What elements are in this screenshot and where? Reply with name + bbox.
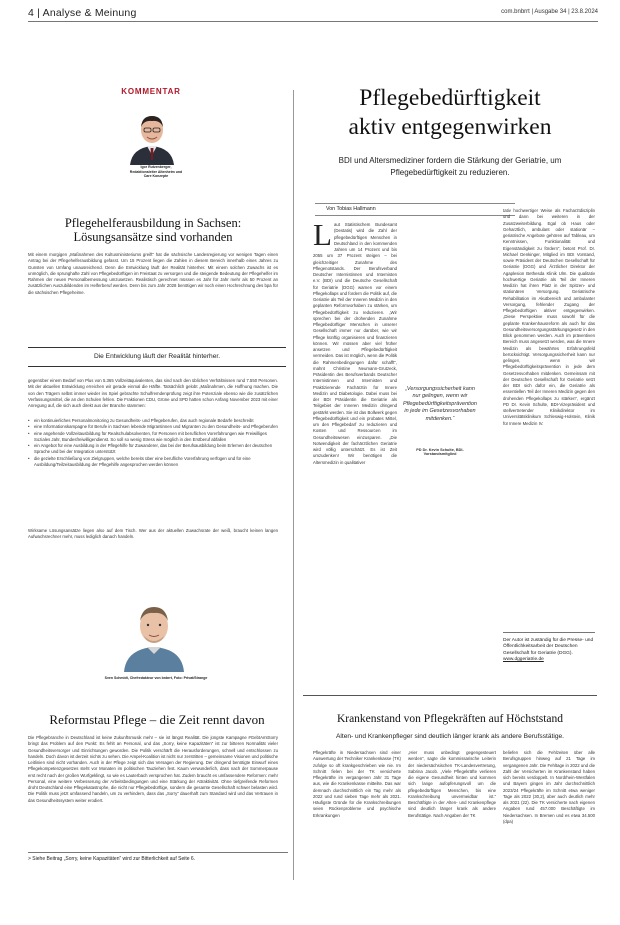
bottom-article-subtitle: Alten- und Krankenpfleger sind deutlich länger krank als andere Berufsstätige. bbox=[336, 733, 564, 740]
article-column-1 bbox=[313, 217, 397, 466]
publication-info: com.bnbrrt | Ausgabe 34 | 23.8.2024 bbox=[501, 9, 598, 15]
column-divider bbox=[293, 90, 294, 880]
pullquote-top-rule bbox=[28, 347, 286, 348]
list-item: • eine Informationskampagne für Berufe in Sachsen lebende Migrantinnen und Migranten zu den Gesundheits- und Pflegeberufen bbox=[28, 424, 278, 430]
article-column-3: tativ hochwertiger Weise als Facharztdisziplin und dann bei weiteren in der Zusatzweiterbildung. Egal ob Haus oder Geharztlich, ambulant oder stationär – geriatrische Angebote gehören auf Tableau, um Kenntnissen, Funktionalität und Eigenständigkeit zu fördern“, betont Prof. Dr. Michael Denkinger, Mitglied im BDI Vorstand, sowie Präsident der Deutschen Gesellschaft für Geriatrie (DGG) und Ärztlicher Direktor der Agaplesion Bethesda Klinik Ulm. Die qualitativ hochwertige Geriatrie als Teil der Inneren Medizin hat ihren Platz in der Spitzen- und stationären Versorgung. Geriatrische Rehabilitation im Akutbereich und ambulanter Versorgung, fehlender Zugang der Pflegebedürftigen aktiver entgegenwirken. „Diese Perspektive muss sowohl für die geplante Krankenhausreform als auch für das Gesundheitsversorgungsstärkungsgesetz in den Blick genommen werden. Auch im präventiven Bereich muss angesetzt werden, was die Innere Medizin als bewährtes Erfahrungsfeld berücksichtigt. Versorgungssicherheit kann nur gelingen, wenn wir Pflegebedürftigkeitsprävention in jede dem Gesetzesvorhaben mitdenken. Gemeinsam mit der Deutschen Gesellschaft für Geriatrie setzt der BDI sich dafür ein, die Geriatrie als essentiellen Teil der Inneren Medizin gegen den drohenden Pflegekollaps zu stärken“, ergänzt PD Dr. Kevin Schulte, BDI-Vizepräsident und stellvertretender Klinikdirektor im Universitätsklinikum Schleswig-Holstein, Klinik für Innere Medizin IV. bbox=[503, 208, 595, 426]
byline-rule-bottom bbox=[315, 215, 515, 216]
comment-body-2: gegenüber einem Bedarf von Plus von 5.365 Vollzeitäquivalenten, das sind nach den üblichen Verhältnissen rund 7.550 Personen. Mit der aktuellen Entwicklung erreichen wir gerade einmal die Hälfte. Tatsächlich gelobt „Maßnahmen, die Hoffnung machen. Die von den Trägern selbst immer wieder ins Spiel gebrachte Schulfremdenprüfung zeigt ihre Potenziale ebenso wie die zusätzlichen Verfassungsmittel, die an den Schulen fehlen. Die Fraktionen CDU, Grüne und SPD hatten schon Anfang November 2023 mit einer Anregung auf, die sich auch direkt aus der Branche stammen: bbox=[28, 378, 278, 408]
footnote-rule bbox=[28, 852, 288, 853]
kommentar-label: KOMMENTAR bbox=[93, 87, 209, 96]
byline-rule bbox=[315, 203, 515, 204]
comment-body-1: Mit einem morgigen „Maßnahmen des Kultusministeriums greift“ hat die sächsische Landesregierung vor wenigen Tagen einen Antrag bei der Pflegehelferausbildung gefasst. Um 15 Prozent liegen die Zahlen in diesem Bereich innerhalb eines Jahres zu Gunsten von Umfang unausreichend. Denn die Entwicklung läuft der Realität hinterher. Mit einem solchen Zuwachs ist es unmöglich, die sprunghafte Zahl von Pflegebedürftigen im Freistaat zu versorgen und die steigende Bedeutung der Pflegehelfer im Rahmen der neuen Personalbemessung umzusetzen. Realistisch gerechnet müssen es Jahr für Jahr mehr als 50 Prozent an zusätzlichen Auszubildenden im Helferberuf werden. Denn bis zum Jahr 2028 benötigen wir noch einen Hochrechnung des bpa für die sächsischen Pflegeheime. bbox=[28, 252, 278, 295]
article-title bbox=[300, 84, 600, 142]
info-box-rule bbox=[503, 632, 595, 633]
bottom-article-title: Krankenstand von Pflegekräften auf Höchststand bbox=[336, 713, 564, 725]
article-title-line-2: aktiv entgegenwirken bbox=[348, 114, 552, 140]
section-title: 4 | Analyse & Meinung bbox=[28, 7, 137, 19]
pull-quote-source: PD Dr. Kevin Schulte, BDI-Vorstandsmitglied bbox=[416, 448, 464, 456]
header-rule bbox=[28, 21, 598, 22]
author-photo-2 bbox=[114, 594, 194, 672]
article-subtitle: BDI und Altersmediziner fordern die Stärkung der Geriatrie, um Pflegebedürftigkeit zu reduzieren. bbox=[338, 156, 562, 177]
comment-body-3: Wirksame Lösungsansätze liegen also auf dem Tisch. Wer aus der aktuellen Zuwachsrate der weiß, braucht keinen langen Aufwachsrechner mehr, muss lediglich danach handeln. bbox=[28, 528, 278, 540]
bottom-column-1: Pflegekräfte in Niedersachsen sind einer Auswertung der Techniker Krankenkasse (TK) zufolge so oft krankgeschrieben wie nie. Im Schnitt fielen bei der TK versicherte Pflegekräfte im vergangenen Jahr 31 Tage aus, wie die Krankenkasse mitteilte. Das war demnach durchschnittlich ein Tag mehr als 2022 und rund sieben Tage mehr als 2021. Häufigste Gründe für die Krankschreibungen seien Rückenprobleme und psychische Erkrankungen bbox=[313, 750, 401, 818]
comment-body-4: Die Pflegebranche in Deutschland ist keine Zukunftsmusik mehr – sie ist längst Realität. Die jüngste Kampagne #GebtAmtSorry bringt das Problem auf den Punkt: Es fehlt an Personal, und das „Sorry, keine Kapazitäten“ ist zur bitteren Normalität vieler Gesundheitsversorger und Einrichtungen geworden. Die Politik verschärft die Herausforderungen, schnell und entschlossen zu handeln. Doch davon ist derzeit nichts zu sehen. Die Ampel-Koalition ist nicht nur zerstritten – gemeinsame Visionen und politische Leitlinien sind nicht vorhanden. Auch in der Pflege zeigt sich das Versagen der Regierung. Der dringend benötigte Einwurf eines Pflegekompetenzgesetzes steht vor Monaten im politischen Tauziehen fest. Kaum verwunderlich, dass nach der Sommerpause erst recht nach der großen Wurfgeklingt, so wie es Lauterbach versprochen hat. Zudem braucht es umfassendere Reformen: mehr Personal, eine weitere Verbesserung der Arbeitsbedingungen und eine Stärkung der Attraktivität. Ohne tiefgreifende Reformen droht Deutschland eine Pflegekatastrophe, die nicht nur Pflegebedürftige, sondern die gesamte Gesellschaft schwer belasten wird. Die Politik muss jetzt umfassend handeln, um zu verhindern, dass das „Sorry“ dauerhaft zum Standard wird und das Vertrauen in das Gesundheitssystem weiter erodiert. bbox=[28, 735, 278, 803]
dropcap: L bbox=[313, 217, 332, 252]
bullet-list bbox=[28, 418, 278, 468]
info-box bbox=[503, 638, 595, 663]
author-caption-2: Sven Schmidt, Chefredakteur von bnbrrt, Foto: Privat/Strange bbox=[104, 676, 208, 680]
byline: Von Tobias Hallmann bbox=[326, 206, 376, 212]
comment-headline-2: Reformstau Pflege – die Zeit rennt davon bbox=[49, 712, 265, 727]
article-title-line-1: Pflegebedürftigkeit bbox=[359, 85, 541, 111]
bottom-article-rule bbox=[303, 695, 597, 696]
bottom-column-2: „Hier muss unbedingt gegengesteuert werden“, sagte die kommissarische Leiterin der niedersächsischen TK-Landesvertretung, Sabrina Jacob. „Viele Pflegekräfte verlieren die eigene Gesundheit hinten und kommen sich lange aufopferungsvoll um die pflegebedürftigen Menschen, bis eine Krankschreibung unvermeidbar ist.“ Beschäftigte in der Alten- und Krankenpflege sind deutlich länger krank als andere Berufstätige. Nach Angaben der TK bbox=[408, 750, 496, 818]
list-item: • ein Angebot für eine Ausbildung in der Pflegehilfe für Zuwanderer, das bei der Berufsausbildung beim Erlernen der deutschen Sprache und bei der Integration unterstützt bbox=[28, 443, 278, 456]
author-photo-1 bbox=[122, 108, 182, 165]
list-item: • die gezielte Erschließung von Zielgruppen, welche bereits über eine berufliche Vorerfahrung verfügen und für eine Ausbildung/Teilzeitausbildung der Pflegehilfe angesprochen werden können bbox=[28, 456, 278, 469]
author-caption-1: Igor Rutzenberger, Redaktionsleiter Altenheim und Care Konzepte bbox=[129, 165, 183, 178]
bottom-column-3: beliefen sich die Fehlzeiten über alle Berufsgruppen hinweg auf 21 Tage im vergangenen Jahr. Die Fehltage in 2022 und die Zahl der Versicherten im Krankenstand haben sich bereits verdoppelt. In Nordrhein-Westfalen und Bayern gingen im Jahr durchschnittlich 2023/24 Pflegekräfte im Schnitt etwa weniger Tage als 2022 (30,2), aber auch deutlich mehr als 2021 (22). Die TK versicherte nach eigenen Angaben rund 457.000 Beschäftigte im Niedersachsen. In Bremen und es etwa 34.500 (dpa) bbox=[503, 750, 595, 824]
list-item: • eine angehende Vollzeitausbildung für Realschulabsolventen, für Personen mit beruflichen Vorerfahrungen wie Freiwilliges Soziales Jahr, Bundesfreiwilligendienst. So soll so wenig Stress wie möglich in den Erstberuf abfallen bbox=[28, 431, 278, 444]
comment-headline-1: Pflegehelferausbildung in Sachsen: Lösungsansätze sind vorhanden bbox=[64, 216, 242, 244]
info-link[interactable]: www.dggeriatrie.de bbox=[503, 656, 544, 662]
info-box-text: Der Autor ist zuständig für die Presse- und Öffentlichkeitsarbeit der Deutschen Gesellschaft für Geriatrie (DGG). bbox=[503, 638, 594, 656]
list-item: • ein kontinuierliches Personalmonitoring zu Gesundheits- und Pflegeberufen, das auch regionale Bedarfe beschreibt bbox=[28, 418, 278, 424]
footnote: > Siehe Beitrag „Sorry, keine Kapazitäten“ wird zur Bitterlichkeit auf Seite 6. bbox=[28, 856, 196, 862]
pull-quote: „Versorgungssicherheit kann nur gelingen, wenn wir Pflegebedürftigkeitsprävention in jede im Gesetzesvorhaben mitdenken.“ bbox=[403, 386, 477, 422]
pullquote: Die Entwicklung läuft der Realität hinterher. bbox=[93, 353, 221, 360]
pullquote-bottom-rule bbox=[28, 366, 286, 367]
article-column-1-text: aut Statistischem Bundesamt (Destatis) wird die Zahl der pflegebedürftigen Menschen in Deutschland in den kommenden Jahren um 14 Prozent und bis 2055 um 37 Prozent steigen – bei gleichzeitiger Zunahme des Pflegenotstands. Der Berufsverband Deutscher Internistinnen und Internisten e.V. (BDI) und die Deutsche Gesellschaft für Geriatrie (DGG) warnen vor einem Pflegekollaps und fordern die Politik auf, die Geriatrie als Teil der Inneren Medizin in den geplanten Reformvorhaben zu stärken, um Pflegebedürftigkeit zu reduzieren. „Wir sprechen bei der drohenden Zunahme Pflegebedürftiger Menschen in unserer Gesellschaft immer nur darüber, wie wir Pflege künftig organisieren und finanzieren können. Wir müssen aber viel früher ansetzen und Pflegebedürftigkeit vermeiden. Das ist möglich, wenn die Politik die Rahmenbedingungen dafür schafft“, mahnt Christine Neumann-Grutzeck, Präsidentin des Berufsverbands Deutscher Internistinnen und Internisten und Praktizierende Fachärztin für Innere Medizin und Diabetologie. Dabei muss bei der BDI Präsidentin die Geriatrie als Teilgebiet der Inneren Medizin dringend gestärkt werden. Sie ist das Bollwerk gegen Pflegebedürftigkeit und ein probates Mittel, um den Pflegebedarf zu reduzieren und Kosten und Ressourcen im Gesundheitswesen einzusparen. „Die Notwendigkeit der fachärztlichen Geriatrie wird völlig unterschätzt. Es ist Zeit umzudenken! Wir benötigen die Altersmedizin in qualitativer bbox=[313, 222, 397, 465]
